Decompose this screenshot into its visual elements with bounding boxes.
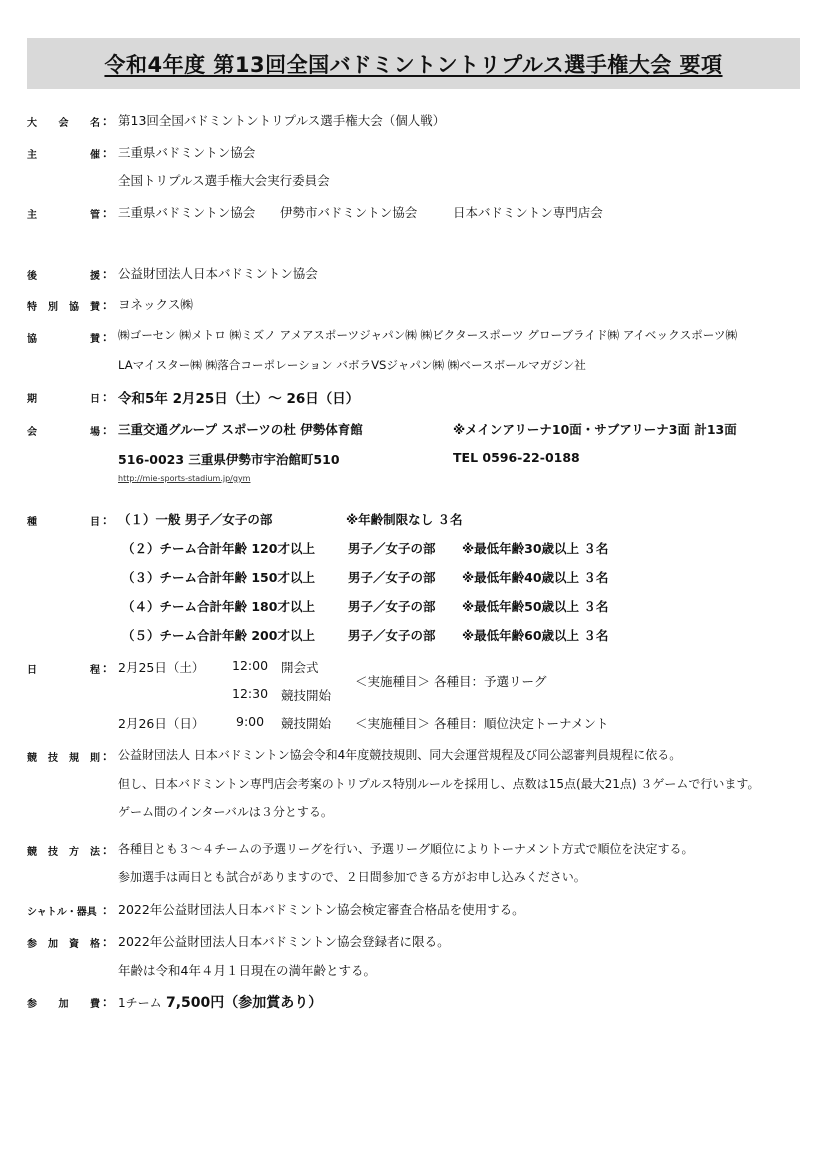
colon: ：: [102, 843, 115, 857]
page-title: 令和4年度 第13回全国バドミントントリプルス選手権大会 要項: [104, 52, 723, 77]
label-kaijo: 会 場: [27, 427, 100, 438]
koen-value: 公益財団法人日本バドミントン協会: [118, 266, 318, 281]
venue-link[interactable]: http://mie-sports-stadium.jp/gym: [118, 474, 251, 483]
shumoku-3-name: （３）チーム合計年齢 150才以上: [122, 570, 315, 585]
nittei-time-2: 12:30: [232, 686, 269, 701]
nittei-day-1: 2月25日（土）: [118, 660, 205, 675]
label-kijitsu: 期 日: [27, 394, 100, 405]
colon: ：: [102, 423, 115, 437]
colon: ：: [102, 298, 115, 312]
taikaimei-value: 第13回全国バドミントントリプルス選手権大会（個人戦）: [118, 113, 446, 128]
kyosan-line-1: ㈱ゴーセン ㈱メトロ ㈱ミズノ アメアスポーツジャパン㈱ ㈱ビクタースポーツ グローブライド㈱ アイベックスポーツ㈱: [118, 328, 738, 342]
colon: ：: [102, 935, 115, 949]
colon: ：: [102, 146, 115, 160]
label-shusai: 主 催: [27, 150, 100, 161]
shumoku-2-gender: 男子／女子の部: [348, 541, 436, 556]
label-taikaimei: 大 会 名: [27, 118, 100, 129]
label-shumoku: 種 目: [27, 517, 100, 528]
colon: ：: [102, 330, 115, 344]
nittei-time-1: 12:00: [232, 658, 269, 673]
label-nittei: 日 程: [27, 665, 100, 676]
sankahi-prefix: 1チーム: [118, 996, 162, 1010]
label-koen: 後 援: [27, 271, 100, 282]
kaijo-venue: 三重交通グループ スポーツの杜 伊勢体育館: [118, 422, 363, 437]
colon: ：: [102, 513, 115, 527]
shuttle-value: 2022年公益財団法人日本バドミントン協会検定審査合格品を使用する。: [118, 902, 525, 917]
nittei-event-2: 競技開始: [281, 688, 332, 703]
shumoku-3-note: ※最低年齢40歳以上 ３名: [462, 570, 609, 585]
nittei-time-3: 9:00: [236, 714, 265, 729]
label-kyosan: 協 賛: [27, 334, 100, 345]
kyogihoho-line-2: 参加選手は両日とも試合がありますので、２日間参加できる方がお申し込みください。: [118, 870, 586, 884]
label-shikaku: 参 加 資 格: [27, 939, 100, 950]
shikaku-line-1: 2022年公益財団法人日本バドミントン協会登録者に限る。: [118, 934, 450, 949]
sankahi-amount: 7,500円（参加賞あり）: [166, 995, 323, 1011]
nittei-event-3: 競技開始: [281, 716, 332, 731]
kaijo-address: 516-0023 三重県伊勢市宇治館町510: [118, 452, 340, 467]
colon: ：: [102, 206, 115, 220]
kyogikisoku-line-3: ゲーム間のインターバルは３分とする。: [118, 805, 333, 819]
shusai-line-1: 三重県バドミントン協会: [118, 145, 256, 160]
shukan-item-2: 伊勢市バドミントン協会: [280, 205, 418, 220]
shumoku-5-name: （５）チーム合計年齢 200才以上: [122, 628, 315, 643]
label-sankahi: 参 加 費: [27, 999, 100, 1010]
shumoku-4-note: ※最低年齢50歳以上 ３名: [462, 599, 609, 614]
shumoku-5-gender: 男子／女子の部: [348, 628, 436, 643]
shumoku-1-note: ※年齢制限なし ３名: [346, 512, 463, 527]
shumoku-2-name: （２）チーム合計年齢 120才以上: [122, 541, 315, 556]
shusai-line-2: 全国トリプルス選手権大会実行委員会: [118, 173, 330, 188]
shumoku-1-name: （１）一般 男子／女子の部: [118, 512, 273, 527]
kyogihoho-line-1: 各種目とも３～４チームの予選リーグを行い、予選リーグ順位によりトーナメント方式で順位を決定する。: [118, 842, 694, 856]
shukan-item-1: 三重県バドミントン協会: [118, 205, 256, 220]
colon: ：: [102, 995, 115, 1009]
colon: ：: [102, 267, 115, 281]
colon: ：: [102, 903, 115, 917]
nittei-event-1: 開会式: [281, 660, 319, 675]
shukan-item-3: 日本バドミントン専門店会: [453, 205, 603, 220]
label-shukan: 主 管: [27, 210, 100, 221]
kaijo-tel: TEL 0596-22-0188: [453, 450, 580, 465]
tokubetsu-value: ヨネックス㈱: [118, 297, 193, 312]
kyogikisoku-line-2: 但し、日本バドミントン専門店会考案のトリプルス特別ルールを採用し、点数は15点(最大21点) ３ゲームで行います。: [118, 777, 760, 791]
label-shuttle: シャトル・器具: [27, 907, 97, 918]
shikaku-line-2: 年齢は令和4年４月１日現在の満年齢とする。: [118, 963, 376, 978]
shumoku-4-name: （４）チーム合計年齢 180才以上: [122, 599, 315, 614]
nittei-day-2: 2月26日（日）: [118, 716, 205, 731]
kyosan-line-2: LAマイスター㈱ ㈱落合コーポレーション バボラVSジャパン㈱ ㈱ベースボールマガジン社: [118, 358, 586, 372]
label-kyogihoho: 競 技 方 法: [27, 847, 100, 858]
kaijo-courts: ※メインアリーナ10面・サブアリーナ3面 計13面: [453, 422, 737, 437]
shumoku-4-gender: 男子／女子の部: [348, 599, 436, 614]
kijitsu-value: 令和5年 2月25日（土）～ 26日（日）: [118, 391, 360, 407]
title-bar: [27, 38, 800, 89]
shumoku-2-note: ※最低年齢30歳以上 ３名: [462, 541, 609, 556]
colon: ：: [102, 390, 115, 404]
label-tokubetsu: 特 別 協 賛: [27, 302, 100, 313]
colon: ：: [102, 661, 115, 675]
label-kyogikisoku: 競 技 規 則: [27, 753, 100, 764]
nittei-note-1: ＜実施種目＞ 各種目：予選リーグ: [355, 674, 547, 689]
shumoku-5-note: ※最低年齢60歳以上 ３名: [462, 628, 609, 643]
kyogikisoku-line-1: 公益財団法人 日本バドミントン協会令和4年度競技規則、同大会運営規程及び同公認審判員規程に依る。: [118, 748, 682, 762]
colon: ：: [102, 114, 115, 128]
nittei-note-2: ＜実施種目＞ 各種目：順位決定トーナメント: [355, 716, 609, 731]
colon: ：: [102, 749, 115, 763]
shumoku-3-gender: 男子／女子の部: [348, 570, 436, 585]
